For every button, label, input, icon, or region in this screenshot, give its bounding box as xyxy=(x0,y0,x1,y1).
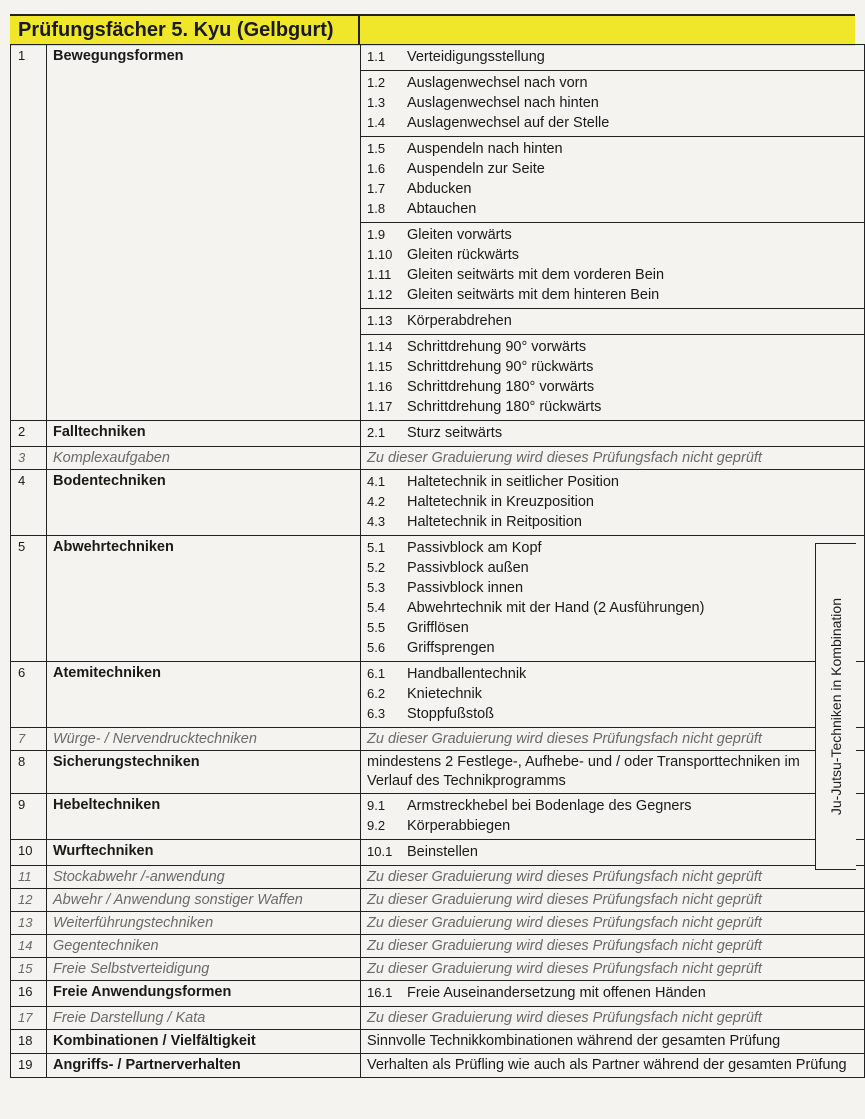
item-text: Sturz seitwärts xyxy=(407,425,503,441)
subject-name: Gegentechniken xyxy=(47,935,361,958)
item-number: 5.2 xyxy=(367,560,386,575)
subject-row xyxy=(11,935,865,958)
subject-item xyxy=(367,113,864,133)
item-group xyxy=(361,662,823,727)
subject-item xyxy=(367,265,864,285)
subject-name: Bodentechniken xyxy=(47,470,361,536)
item-text: Auspendeln nach hinten xyxy=(407,141,563,157)
item-number: 1.1 xyxy=(367,49,386,64)
subject-item xyxy=(367,179,864,199)
subject-name: Komplexaufgaben xyxy=(47,447,361,470)
subject-row xyxy=(11,981,865,1007)
item-number: 1.11 xyxy=(367,267,392,282)
item-text: Gleiten seitwärts mit dem hinteren Bein xyxy=(407,287,660,303)
subject-row xyxy=(11,889,865,912)
not-tested-text: Zu dieser Graduierung wird dieses Prüfungsfach nicht geprüft xyxy=(367,915,762,931)
subject-item xyxy=(367,199,864,219)
item-text: Beinstellen xyxy=(407,844,478,860)
item-number: 1.2 xyxy=(367,75,386,90)
subject-item xyxy=(367,397,864,417)
item-number: 1.5 xyxy=(367,141,386,156)
item-text: Griffsprengen xyxy=(407,640,495,656)
item-text: Abwehrtechnik mit der Hand (2 Ausführungen) xyxy=(407,600,705,616)
item-text: Schrittdrehung 90° vorwärts xyxy=(407,339,587,355)
item-number: 5.5 xyxy=(367,620,386,635)
not-tested-text: Zu dieser Graduierung wird dieses Prüfungsfach nicht geprüft xyxy=(367,450,762,466)
subject-number: 8 xyxy=(11,751,47,794)
item-number: 6.1 xyxy=(367,666,386,681)
item-group xyxy=(361,981,864,1006)
item-group xyxy=(361,71,864,137)
item-text: Schrittdrehung 90° rückwärts xyxy=(407,359,594,375)
item-group xyxy=(361,309,864,335)
item-number: 1.10 xyxy=(367,247,393,262)
item-text: Auslagenwechsel nach hinten xyxy=(407,95,599,111)
subject-name: Angriffs- / Partnerverhalten xyxy=(47,1054,361,1078)
subject-item xyxy=(367,704,823,724)
subject-item xyxy=(367,816,823,836)
subject-text: mindestens 2 Festlege-, Aufhebe- und / oder Transporttechniken im Verlauf des Technikprogramms xyxy=(367,754,800,789)
subject-detail xyxy=(361,662,865,728)
item-number: 4.3 xyxy=(367,514,386,529)
subject-detail xyxy=(361,470,865,536)
subject-detail xyxy=(361,421,865,447)
subject-number: 5 xyxy=(11,536,47,662)
subject-text: Sinnvolle Technikkombinationen während der gesamten Prüfung xyxy=(367,1033,781,1049)
subject-row xyxy=(11,447,865,470)
subject-item xyxy=(367,337,864,357)
combination-label: Ju-Jutsu-Techniken in Kombination xyxy=(828,597,844,816)
subject-item xyxy=(367,311,864,331)
item-text: Grifflösen xyxy=(407,620,469,636)
item-text: Abtauchen xyxy=(407,201,477,217)
subject-name: Kombinationen / Vielfältigkeit xyxy=(47,1030,361,1054)
item-group xyxy=(361,335,864,420)
item-text: Armstreckhebel bei Bodenlage des Gegners xyxy=(407,798,692,814)
subject-number: 4 xyxy=(11,470,47,536)
subject-row xyxy=(11,470,865,536)
item-number: 4.1 xyxy=(367,474,386,489)
item-number: 5.6 xyxy=(367,640,386,655)
subject-detail xyxy=(361,45,865,421)
not-tested-text: Zu dieser Graduierung wird dieses Prüfungsfach nicht geprüft xyxy=(367,1010,762,1026)
subject-item xyxy=(367,423,864,443)
item-text: Körperabbiegen xyxy=(407,818,511,834)
subject-item xyxy=(367,538,823,558)
subject-number: 7 xyxy=(11,728,47,751)
subject-number: 18 xyxy=(11,1030,47,1054)
subject-number: 2 xyxy=(11,421,47,447)
item-number: 1.17 xyxy=(367,399,393,414)
item-text: Knietechnik xyxy=(407,686,482,702)
item-number: 2.1 xyxy=(367,425,386,440)
subject-name: Freie Darstellung / Kata xyxy=(47,1007,361,1030)
not-tested-text: Zu dieser Graduierung wird dieses Prüfungsfach nicht geprüft xyxy=(367,869,762,885)
subject-row xyxy=(11,662,865,728)
subject-number: 10 xyxy=(11,840,47,866)
subject-item xyxy=(367,684,823,704)
item-group xyxy=(361,223,864,309)
subject-number: 9 xyxy=(11,794,47,840)
subject-item xyxy=(367,578,823,598)
subject-row xyxy=(11,912,865,935)
subject-item xyxy=(367,73,864,93)
subject-item xyxy=(367,983,864,1003)
item-text: Schrittdrehung 180° vorwärts xyxy=(407,379,595,395)
subject-name: Atemitechniken xyxy=(47,662,361,728)
page-title: Prüfungsfächer 5. Kyu (Gelbgurt) xyxy=(10,16,360,44)
subject-item xyxy=(367,285,864,305)
subject-number: 3 xyxy=(11,447,47,470)
item-text: Gleiten seitwärts mit dem vorderen Bein xyxy=(407,267,665,283)
subject-name: Abwehr / Anwendung sonstiger Waffen xyxy=(47,889,361,912)
subject-item xyxy=(367,842,823,862)
subject-item xyxy=(367,225,864,245)
item-number: 1.13 xyxy=(367,313,393,328)
subject-item xyxy=(367,47,864,67)
subject-number: 11 xyxy=(11,866,47,889)
item-text: Haltetechnik in Kreuzposition xyxy=(407,494,594,510)
item-text: Stoppfußstoß xyxy=(407,706,495,722)
subject-number: 13 xyxy=(11,912,47,935)
subject-item xyxy=(367,558,823,578)
subject-name: Weiterführungstechniken xyxy=(47,912,361,935)
subject-name: Wurftechniken xyxy=(47,840,361,866)
item-number: 1.3 xyxy=(367,95,386,110)
item-group xyxy=(361,137,864,223)
item-text: Haltetechnik in Reitposition xyxy=(407,514,582,530)
subject-item xyxy=(367,139,864,159)
item-number: 1.15 xyxy=(367,359,393,374)
item-text: Passivblock außen xyxy=(407,560,529,576)
subject-number: 19 xyxy=(11,1054,47,1078)
combination-label-box xyxy=(815,543,856,870)
subject-detail xyxy=(361,866,865,889)
item-number: 10.1 xyxy=(367,844,393,859)
subject-name: Freie Selbstverteidigung xyxy=(47,958,361,981)
item-text: Auslagenwechsel nach vorn xyxy=(407,75,588,91)
item-text: Haltetechnik in seitlicher Position xyxy=(407,474,619,490)
subject-item xyxy=(367,512,864,532)
subject-item xyxy=(367,159,864,179)
subject-item xyxy=(367,472,864,492)
item-number: 6.3 xyxy=(367,706,386,721)
subject-number: 12 xyxy=(11,889,47,912)
not-tested-text: Zu dieser Graduierung wird dieses Prüfungsfach nicht geprüft xyxy=(367,938,762,954)
item-number: 1.8 xyxy=(367,201,386,216)
item-number: 6.2 xyxy=(367,686,386,701)
subject-number: 15 xyxy=(11,958,47,981)
title-bar xyxy=(10,14,855,46)
subject-name: Stockabwehr /-anwendung xyxy=(47,866,361,889)
subject-number: 14 xyxy=(11,935,47,958)
item-text: Freie Auseinandersetzung mit offenen Händen xyxy=(407,985,706,1001)
subject-row xyxy=(11,751,865,794)
subject-item xyxy=(367,245,864,265)
subject-row xyxy=(11,840,865,866)
subject-detail xyxy=(361,935,865,958)
subject-item xyxy=(367,598,823,618)
subject-name: Freie Anwendungsformen xyxy=(47,981,361,1007)
item-text: Verteidigungsstellung xyxy=(407,49,545,65)
item-number: 1.12 xyxy=(367,287,393,302)
subject-number: 17 xyxy=(11,1007,47,1030)
subject-item xyxy=(367,638,823,658)
not-tested-text: Zu dieser Graduierung wird dieses Prüfungsfach nicht geprüft xyxy=(367,892,762,908)
subject-row xyxy=(11,958,865,981)
item-number: 1.16 xyxy=(367,379,393,394)
subject-item xyxy=(367,664,823,684)
item-number: 4.2 xyxy=(367,494,386,509)
subject-row xyxy=(11,421,865,447)
subject-detail xyxy=(361,889,865,912)
subject-text: Verhalten als Prüfling wie auch als Partner während der gesamten Prüfung xyxy=(367,1057,847,1073)
subject-number: 6 xyxy=(11,662,47,728)
item-group xyxy=(361,794,823,839)
item-group xyxy=(361,840,823,865)
item-number: 5.3 xyxy=(367,580,386,595)
item-text: Körperabdrehen xyxy=(407,313,512,329)
item-number: 1.4 xyxy=(367,115,386,130)
item-number: 16.1 xyxy=(367,985,393,1000)
not-tested-text: Zu dieser Graduierung wird dieses Prüfungsfach nicht geprüft xyxy=(367,731,762,747)
subject-detail xyxy=(361,1007,865,1030)
subject-number: 1 xyxy=(11,45,47,421)
item-number: 9.2 xyxy=(367,818,386,833)
subject-name: Abwehrtechniken xyxy=(47,536,361,662)
item-number: 5.4 xyxy=(367,600,386,615)
subject-row xyxy=(11,794,865,840)
item-group xyxy=(361,536,823,661)
subject-detail xyxy=(361,751,865,794)
subjects-table xyxy=(10,44,865,1078)
subject-item xyxy=(367,93,864,113)
subject-detail xyxy=(361,794,865,840)
subject-name: Bewegungsformen xyxy=(47,45,361,421)
subject-row xyxy=(11,728,865,751)
subject-item xyxy=(367,377,864,397)
subject-item xyxy=(367,618,823,638)
subject-detail xyxy=(361,840,865,866)
not-tested-text: Zu dieser Graduierung wird dieses Prüfungsfach nicht geprüft xyxy=(367,961,762,977)
subject-row xyxy=(11,866,865,889)
subject-item xyxy=(367,357,864,377)
item-number: 5.1 xyxy=(367,540,386,555)
subject-detail xyxy=(361,536,865,662)
subject-name: Falltechniken xyxy=(47,421,361,447)
subject-row xyxy=(11,1007,865,1030)
item-group xyxy=(361,421,864,446)
item-text: Passivblock innen xyxy=(407,580,524,596)
item-text: Gleiten rückwärts xyxy=(407,247,520,263)
subject-detail xyxy=(361,912,865,935)
item-number: 1.14 xyxy=(367,339,393,354)
item-number: 1.9 xyxy=(367,227,386,242)
subject-detail xyxy=(361,958,865,981)
item-number: 9.1 xyxy=(367,798,386,813)
subject-row xyxy=(11,45,865,421)
item-text: Gleiten vorwärts xyxy=(407,227,512,243)
item-text: Auslagenwechsel auf der Stelle xyxy=(407,115,610,131)
subject-name: Hebeltechniken xyxy=(47,794,361,840)
item-text: Passivblock am Kopf xyxy=(407,540,542,556)
item-number: 1.6 xyxy=(367,161,386,176)
subject-row xyxy=(11,536,865,662)
subject-detail xyxy=(361,981,865,1007)
item-group xyxy=(361,470,864,535)
item-number: 1.7 xyxy=(367,181,386,196)
subject-detail xyxy=(361,728,865,751)
subject-name: Würge- / Nervendrucktechniken xyxy=(47,728,361,751)
item-group xyxy=(361,45,864,71)
subject-row xyxy=(11,1054,865,1078)
item-text: Auspendeln zur Seite xyxy=(407,161,545,177)
item-text: Handballentechnik xyxy=(407,666,527,682)
item-text: Schrittdrehung 180° rückwärts xyxy=(407,399,602,415)
subject-detail xyxy=(361,447,865,470)
subject-item xyxy=(367,492,864,512)
subject-detail xyxy=(361,1030,865,1054)
item-text: Abducken xyxy=(407,181,472,197)
subject-detail xyxy=(361,1054,865,1078)
subject-name: Sicherungstechniken xyxy=(47,751,361,794)
subject-row xyxy=(11,1030,865,1054)
subject-number: 16 xyxy=(11,981,47,1007)
subject-item xyxy=(367,796,823,816)
